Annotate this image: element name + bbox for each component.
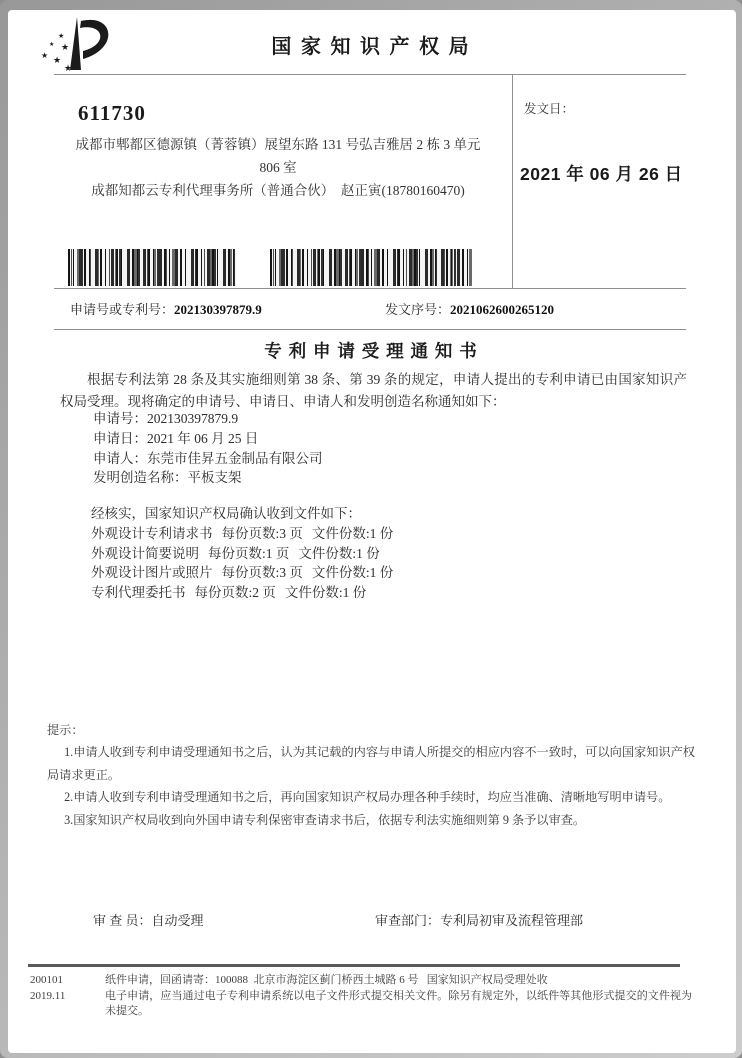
form-code: 200101 <box>30 974 63 986</box>
footer-rule <box>28 964 680 967</box>
received-files-section <box>91 504 393 603</box>
examiner-label: 审 查 员： <box>93 913 152 928</box>
note-item-2: 2.申请人收到专利申请受理通知书之后，再向国家知识产权局办理各种手续时，均应当准确、清晰地写明申请号。 <box>64 790 671 805</box>
note-item-1: 1.申请人收到专利申请受理通知书之后，认为其记载的内容与申请人所提交的相应内容不一致时，可以向国家知识产权局请求更正。 <box>47 745 695 782</box>
dispatch-date-label: 发文日： <box>524 102 575 116</box>
field-application-date: 申请日：2021 年 06 月 25 日 <box>93 430 259 446</box>
footer-row-electronic <box>30 989 692 1020</box>
svg-text:★: ★ <box>64 63 73 72</box>
notice-title: 专 利 申 请 受 理 通 知 书 <box>264 341 478 361</box>
application-fields <box>93 409 323 488</box>
application-number-label: 申请号或专利号： <box>70 302 175 317</box>
application-number-group <box>70 299 262 318</box>
agency-title: 国 家 知 识 产 权 局 <box>271 36 471 58</box>
serial-number-value: 2021062600265120 <box>450 302 555 317</box>
footer-electronic-text: 电子申请，应当通过电子专利申请系统以电子文件形式提交相关文件。除另有规定外，以纸件等其他形式提交的文件视为未提交。 <box>105 989 692 1017</box>
department-value: 专利局初审及流程管理部 <box>440 913 584 928</box>
footer <box>30 973 692 1020</box>
recipient-address-line1: 成都市郫都区德源镇（菁蓉镇）展望东路 131 号弘吉雅居 2 栋 3 单元 <box>75 137 481 152</box>
notes-section <box>47 719 695 831</box>
svg-text:★: ★ <box>49 42 55 48</box>
barcode-serial-number <box>270 249 472 286</box>
department-group <box>375 910 583 929</box>
footer-row-paper <box>30 973 692 989</box>
received-file-row: 外观设计图片或照片 每份页数:3 页 文件份数:1 份 <box>91 565 394 581</box>
notes-title: 提示： <box>47 723 84 737</box>
department-label: 审查部门： <box>375 913 441 928</box>
svg-text:★: ★ <box>58 32 65 40</box>
serial-number-label: 发文序号： <box>385 302 451 317</box>
svg-text:★: ★ <box>53 55 62 65</box>
barcode-application-number <box>68 249 236 286</box>
notice-intro: 根据专利法第 28 条及其实施细则第 38 条、第 39 条的规定，申请人提出的专利申请已由国家知识产权局受理。现将确定的申请号、申请日、申请人和发明创造名称通知如下： <box>60 372 687 409</box>
postal-code: 611730 <box>78 101 146 125</box>
received-file-row: 专利代理委托书 每份页数:2 页 文件份数:1 份 <box>91 585 367 601</box>
serial-number-group <box>385 299 554 318</box>
rule-below-ref-row <box>54 329 686 330</box>
note-item-3: 3.国家知识产权局收到向外国申请专利保密审查请求书后，依据专利法实施细则第 9 条予以审查。 <box>64 812 586 827</box>
rule-above-ref-row <box>54 288 686 289</box>
field-application-number: 申请号：202130397879.9 <box>93 411 239 426</box>
application-number-value: 202130397879.9 <box>174 302 262 317</box>
received-file-row: 外观设计专利请求书 每份页数:3 页 文件份数:1 份 <box>91 525 394 541</box>
svg-text:★: ★ <box>41 51 49 60</box>
received-file-row: 外观设计简要说明 每份页数:1 页 文件份数:1 份 <box>91 545 380 561</box>
header-rule <box>54 74 686 75</box>
form-version: 2019.11 <box>30 989 66 1002</box>
agent-line: 成都知都云专利代理事务所（普通合伙） 赵正寅(18780160470) <box>91 183 465 198</box>
recipient-address-line2: 806 室 <box>259 160 297 175</box>
recipient-address <box>62 133 494 179</box>
field-applicant: 申请人：东莞市佳昇五金制品有限公司 <box>93 450 323 466</box>
received-intro: 经核实，国家知识产权局确认收到文件如下： <box>91 506 361 521</box>
examiner-value: 自动受理 <box>151 913 204 928</box>
dispatch-box-divider <box>512 74 513 289</box>
dispatch-date-value: 2021 年 06 月 26 日 <box>520 164 683 184</box>
footer-paper-text: 纸件申请，回函请寄：100088 北京市海淀区蓟门桥西土城路 6 号 国家知识产权局受理处收 <box>105 974 548 986</box>
examiner-group <box>93 910 204 929</box>
field-invention-title: 发明创造名称：平板支架 <box>93 470 242 486</box>
svg-text:★: ★ <box>61 42 70 52</box>
